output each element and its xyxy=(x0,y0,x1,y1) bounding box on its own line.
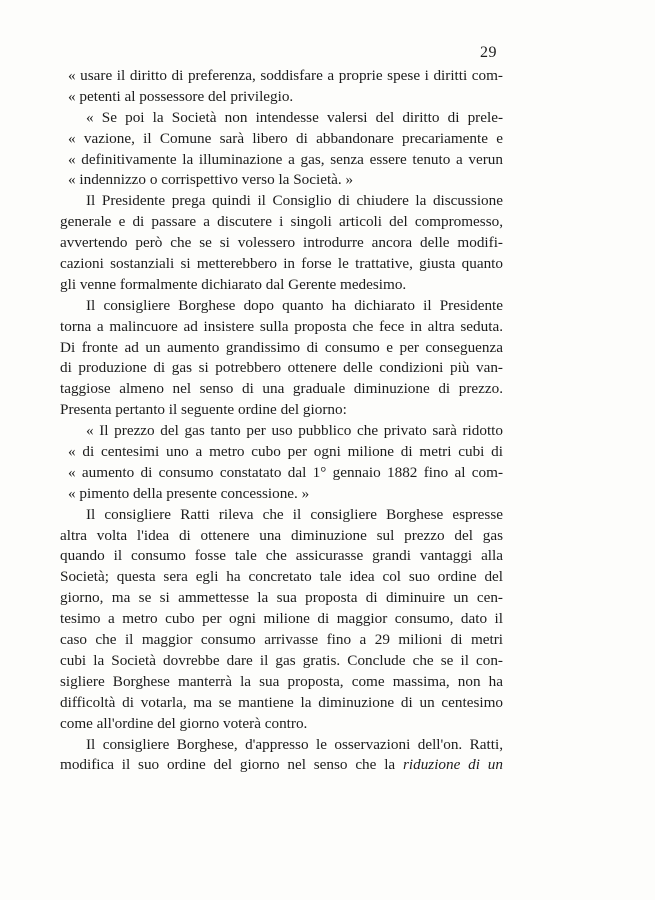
text-line xyxy=(60,212,503,233)
text-line xyxy=(60,150,503,171)
text-line xyxy=(60,400,503,421)
text-line-content: « vazione, il Comune sarà libero di abbandonare precariamente e xyxy=(68,129,503,147)
text-line xyxy=(60,129,503,150)
text-line xyxy=(60,317,503,338)
page-body-text xyxy=(60,66,503,776)
text-line xyxy=(60,170,503,191)
text-line-content: sigliere Borghese manterrà la sua proposta, come massima, non ha xyxy=(60,672,503,690)
text-line-content: « pimento della presente concessione. » xyxy=(68,484,310,502)
text-line xyxy=(60,379,503,400)
text-line-content: altra volta l'idea di ottenere una diminuzione sul prezzo del gas xyxy=(60,526,503,544)
text-line xyxy=(60,714,503,735)
text-line-content: gli venne formalmente dichiarato dal Gerente medesimo. xyxy=(60,275,407,293)
text-line-content: avvertendo però che se si volessero introdurre ancora delle modifi- xyxy=(60,234,503,252)
text-line-content: « definitivamente la illuminazione a gas, senza essere tenuto a verun xyxy=(68,150,503,168)
text-line xyxy=(60,275,503,296)
text-line xyxy=(60,505,503,526)
text-line xyxy=(60,463,503,484)
page-number: 29 xyxy=(480,44,497,61)
text-line xyxy=(60,693,503,714)
text-line-content: Società; questa sera egli ha concretato tale idea col suo ordine del xyxy=(60,568,503,586)
text-line xyxy=(60,191,503,212)
text-line xyxy=(60,630,503,651)
text-line-content: cazioni sostanziali si metterebbero in forse le trattative, giusta quanto xyxy=(60,255,503,273)
text-line xyxy=(60,254,503,275)
text-line xyxy=(60,526,503,547)
text-line xyxy=(60,755,503,776)
text-line-content: « petenti al possessore del privilegio. xyxy=(68,87,294,105)
text-line xyxy=(60,567,503,588)
text-line xyxy=(60,66,503,87)
text-line-content: « Se poi la Società non intendesse valersi del diritto di prele- xyxy=(86,108,503,126)
text-line-content: « Il prezzo del gas tanto per uso pubblico che privato sarà ridotto xyxy=(86,422,503,440)
text-line-content: tesimo a metro cubo per ogni milione di maggior consumo, dato il xyxy=(60,610,503,628)
text-line xyxy=(60,233,503,254)
text-line-content: « usare il diritto di preferenza, soddisfare a proprie spese i diritti com- xyxy=(68,67,503,84)
text-line-content: « aumento di consumo constatato dal 1° gennaio 1882 fino al com- xyxy=(68,463,503,481)
text-line xyxy=(60,421,503,442)
text-line-content: modifica il suo ordine del giorno nel senso che la xyxy=(60,756,403,774)
text-line-content: difficoltà di votarla, ma se mantiene la diminuzione di un centesimo xyxy=(60,693,503,711)
text-line-content: cubi la Società dovrebbe dare il gas gratis. Conclude che se il con- xyxy=(60,651,503,669)
text-line-content: Presenta pertanto il seguente ordine del giorno: xyxy=(60,401,347,419)
text-line-content: torna a malincuore ad insistere sulla proposta che fece in altra seduta. xyxy=(60,317,503,335)
text-line-content: generale e di passare a discutere i singoli articoli del compromesso, xyxy=(60,213,503,231)
text-line-content: taggiose almeno nel senso di una graduale diminuzione di prezzo. xyxy=(60,380,503,398)
text-line xyxy=(60,108,503,129)
text-line xyxy=(60,651,503,672)
text-line xyxy=(60,672,503,693)
text-line-content: caso che il maggior consumo arrivasse fino a 29 milioni di metri xyxy=(60,631,503,649)
text-line-content: Di fronte ad un aumento grandissimo di consumo e per conseguenza xyxy=(60,338,503,356)
text-line xyxy=(60,546,503,567)
text-line-content: come all'ordine del giorno voterà contro. xyxy=(60,714,308,732)
text-line-content: quando il consumo fosse tale che assicurasse grandi vantaggi alla xyxy=(60,547,503,565)
text-line-content: « di centesimi uno a metro cubo per ogni milione di metri cubi di xyxy=(68,443,503,461)
text-line-content: « indennizzo o corrispettivo verso la Società. » xyxy=(68,171,354,189)
text-line-content: Il Presidente prega quindi il Consiglio di chiudere la discussione xyxy=(86,192,503,210)
text-line xyxy=(60,484,503,505)
text-line xyxy=(60,588,503,609)
text-line xyxy=(60,442,503,463)
text-line xyxy=(60,735,503,756)
italic-phrase: riduzione di un xyxy=(402,756,503,774)
text-line xyxy=(60,609,503,630)
text-line-content: di produzione di gas si potrebbero ottenere delle condizioni più van- xyxy=(60,359,503,377)
text-line xyxy=(60,358,503,379)
text-line xyxy=(60,87,503,108)
text-line-content: Il consigliere Borghese, d'appresso le osservazioni dell'on. Ratti, xyxy=(86,735,503,753)
text-line-content: Il consigliere Borghese dopo quanto ha dichiarato il Presidente xyxy=(86,296,503,314)
text-line-content: Il consigliere Ratti rileva che il consigliere Borghese espresse xyxy=(86,505,503,523)
text-line-content: giorno, ma se si ammettesse la sua proposta di diminuire un cen- xyxy=(60,589,503,607)
text-line xyxy=(60,338,503,359)
text-line xyxy=(60,296,503,317)
